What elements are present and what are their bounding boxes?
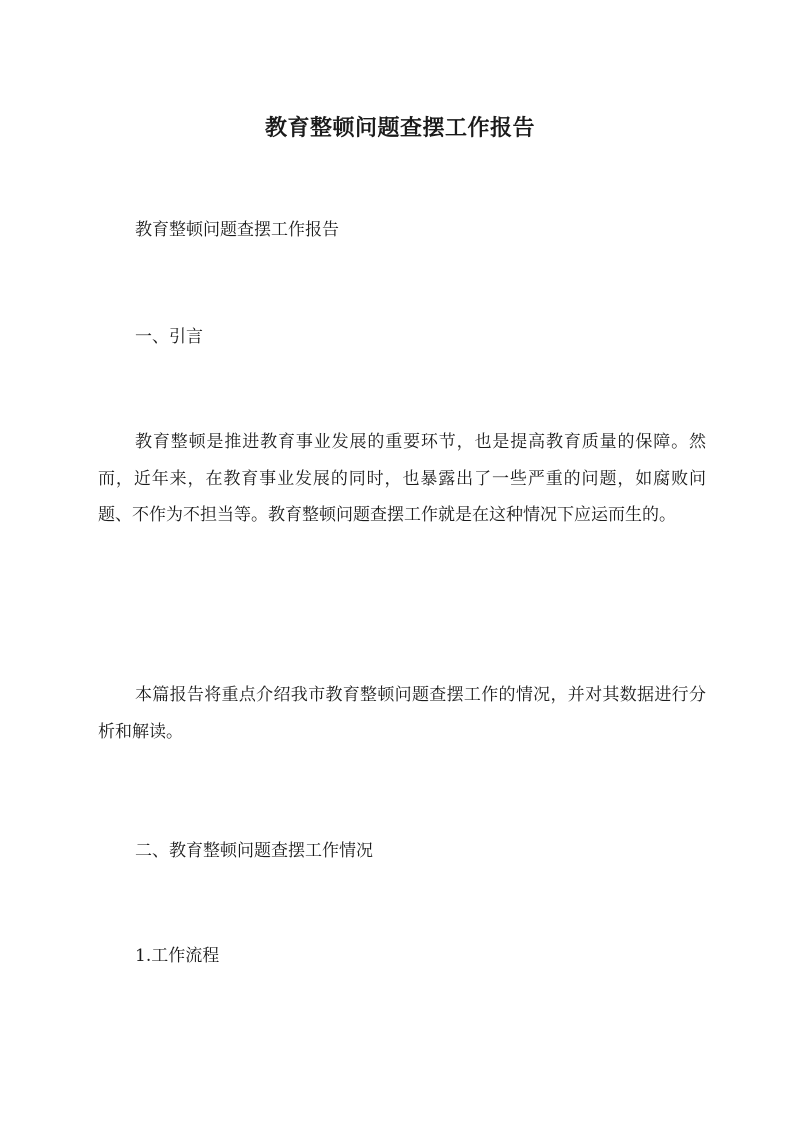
section-heading-work-status: 二、教育整顿问题查摆工作情况 <box>135 841 373 861</box>
subsection-heading-workflow: 1.工作流程 <box>135 946 220 966</box>
paragraph-introduction: 教育整顿是推进教育事业发展的重要环节，也是提高教育质量的保障。然而，近年来，在教育事业发展的同时，也暴露出了一些严重的问题，如腐败问题、不作为不担当等。教育整顿问题查摆工作就是在这种情况下应运而生的。 <box>98 432 706 525</box>
document-title: 教育整顿问题查摆工作报告 <box>264 114 535 141</box>
document-subtitle: 教育整顿问题查摆工作报告 <box>135 220 339 240</box>
paragraph-report-scope: 本篇报告将重点介绍我市教育整顿问题查摆工作的情况，并对其数据进行分析和解读。 <box>98 685 706 742</box>
section-heading-introduction: 一、引言 <box>135 327 203 347</box>
